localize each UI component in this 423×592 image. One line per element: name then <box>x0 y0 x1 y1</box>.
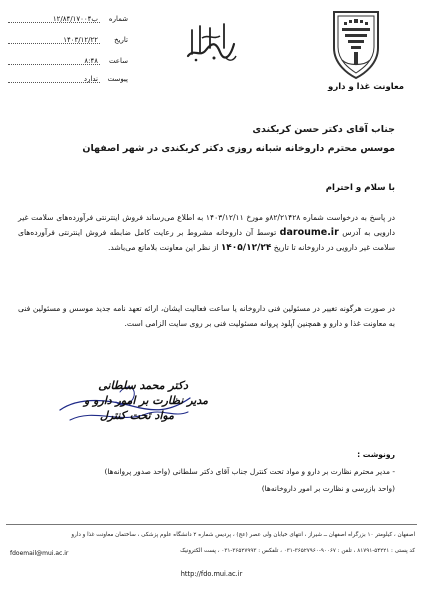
cc-heading: رونوشت : <box>357 450 395 459</box>
footer-email[interactable]: fdoemail@mui.ac.ir <box>10 550 69 557</box>
body-paragraph-1 <box>18 210 395 256</box>
org-name: معاونت غذا و دارو <box>328 82 404 92</box>
meta-value: ندارد <box>83 75 98 83</box>
body-text: در پاسخ به درخواست شماره ۸۲/۲۱۴۲۸و مورخ ۱۴۰۳/۱۲/۱۱ به اطلاع می‌رساند فروش اینترنتی فرآورده‌های سلامت غیر دارویی به آدرس <box>18 213 395 237</box>
cc-line-1: - مدیر محترم نظارت بر دارو و مواد تحت کنترل جناب آقای دکتر سلطانی (واحد صدور پروانه‌ها) <box>104 467 395 476</box>
meta-number <box>8 13 128 25</box>
calligraphy-icon <box>180 18 240 66</box>
meta-date <box>8 34 128 46</box>
university-logo <box>330 8 382 80</box>
meta-value: ۱۲/۸۴/۱۷۰۰۴ب <box>52 15 98 23</box>
meta-label: پیوست <box>107 75 128 83</box>
footer-website[interactable]: http://fdo.mui.ac.ir <box>180 570 243 578</box>
signer-title-line1: مدیر نظارت بر امور دارو و <box>83 394 208 407</box>
calligraphy-emblem <box>180 18 240 66</box>
meta-label: تاریخ <box>114 36 128 44</box>
meta-time <box>8 55 128 67</box>
footer-contact <box>8 548 415 554</box>
recipient-title: موسس محترم داروخانه شبانه روزی دکتر کربکندی در شهر اصفهان <box>82 143 395 154</box>
cc-line-2: (واحد بازرسی و نظارت بر امور داروخانه‌ها) <box>261 484 395 493</box>
signature-block <box>50 378 208 438</box>
expiry-date: ۱۴۰۵/۱۲/۲۴ <box>220 243 272 253</box>
recipient-name: جناب آقای دکتر حسن کربکندی <box>252 124 395 135</box>
university-logo-icon <box>330 8 382 80</box>
meta-value: ۸:۴۸ <box>84 57 98 65</box>
meta-attachment <box>8 73 128 85</box>
meta-value: ۱۴۰۳/۱۲/۲۲ <box>63 36 98 44</box>
signer-title-line2: مواد تحت کنترل <box>99 409 174 422</box>
meta-label: ساعت <box>108 57 128 65</box>
body-text: از نظر این معاونت بلامانع می‌باشد. <box>107 243 219 252</box>
website-domain: daroume.ir <box>279 227 339 238</box>
greeting: با سلام و احترام <box>325 183 395 193</box>
footer-divider <box>6 524 417 525</box>
body-paragraph-2: در صورت هرگونه تغییر در مسئولین فنی داروخانه یا ساعت فعالیت ایشان، ارائه تعهد نامه جدید موسس و مسئولین فنی به معاونت غذا و دارو و همچنین آپلود پروانه مسئولیت فنی بر روی سایت الزامی است. <box>18 304 395 328</box>
body-text: توسط آن داروخانه مشروط بر رعایت کامل ضابطه فروش اینترنتی فرآورده‌های سلامت غیر دارویی در داروخانه تا تاریخ <box>18 228 395 252</box>
footer-contact-text: کد پستی : ۵۴۲۲۱-۸۱۷۹۱ ، تلفن : ۹۰۰۶۷-۳۶۵۲۷۹۶۰-۰۳۱ ، تلفکس : ۳۶۵۲۷۹۹۳-۰۳۱ ، پست الکترونیک <box>180 548 415 554</box>
signer-name: دکتر محمد سلطانی <box>98 379 188 392</box>
meta-label: شماره <box>108 15 128 23</box>
footer-address: اصفهان ، کیلومتر ۱۰ بزرگراه اصفهان ــ شیراز ، انتهای خیابان ولی عصر (عج) ، پردیس شماره ۲ دانشگاه علوم پزشکی ، ساختمان معاونت غذا و دارو <box>71 532 415 538</box>
